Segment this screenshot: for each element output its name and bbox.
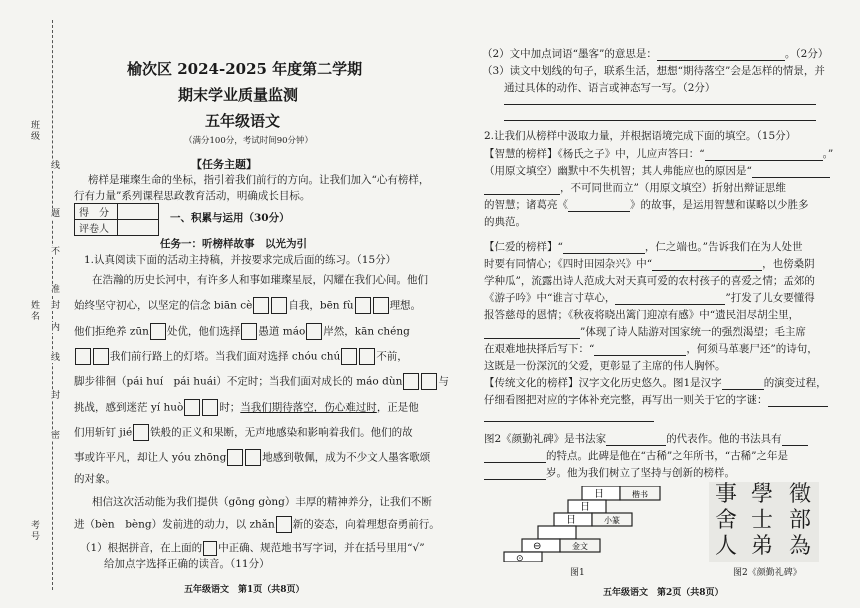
section-heading: 一、积累与运用（30分） bbox=[170, 212, 290, 224]
answer-blank[interactable] bbox=[652, 259, 762, 271]
answer-blank[interactable] bbox=[606, 434, 666, 446]
answer-box[interactable] bbox=[359, 348, 375, 365]
fill-text: 的智慧；诸葛亮《 bbox=[484, 199, 568, 211]
fill-text: 仔细看图把对应的字体补充完整，再写出一则关于它的字谜： bbox=[484, 394, 768, 406]
passage-line bbox=[74, 424, 413, 441]
fill-text: 【仁爱的榜样】“ bbox=[484, 241, 563, 253]
answer-box[interactable] bbox=[241, 323, 257, 340]
fill-line bbox=[484, 324, 806, 339]
fill-text: 【传统文化的榜样】汉字文化历史悠久。图1是汉字 bbox=[484, 377, 722, 389]
fill-text: 的特点。此碑是他在“古稀”之年所书，“古稀”之年是 bbox=[546, 450, 788, 462]
calligraphy-char: 舍 bbox=[714, 508, 737, 533]
question-3-cont: 通过具体的动作、语言或神态写一写。（2分） bbox=[504, 82, 716, 94]
passage-text: 时； bbox=[219, 401, 241, 414]
answer-box[interactable] bbox=[133, 424, 149, 441]
sub-question-1 bbox=[80, 540, 425, 556]
fill-text: 时要有同情心；《四时田园杂兴》中“ bbox=[484, 258, 653, 270]
fill-line: 学种瓜”，流露出诗人范成大对天真可爱的农村孩子的喜爱之情；孟郊的 bbox=[484, 275, 815, 287]
calligraphy-char: 學 bbox=[750, 482, 773, 507]
fill-text: 【智慧的榜样】《杨氏之子》中，儿应声答曰：“ bbox=[484, 148, 705, 160]
fill-line bbox=[484, 146, 833, 161]
passage-line bbox=[74, 297, 421, 314]
grader-label: 评卷人 bbox=[75, 220, 118, 236]
passage-line bbox=[74, 323, 410, 340]
passage-line bbox=[74, 516, 440, 533]
passage-text: ，正是他 bbox=[376, 401, 419, 414]
passage-text: 理想。 bbox=[389, 299, 422, 312]
passage-text: 他们拒绝养 zūn bbox=[74, 325, 149, 338]
intro-text: 行有力量”系列课程思政教育活动，明确成长目标。 bbox=[74, 190, 311, 202]
fill-line bbox=[484, 180, 786, 195]
passage-line bbox=[74, 348, 408, 365]
fill-line bbox=[484, 392, 828, 407]
answer-box[interactable] bbox=[150, 323, 166, 340]
fill-line bbox=[484, 465, 735, 480]
fill-text: 在艰难地抉择后写下：“ bbox=[484, 343, 595, 355]
fill-line: 的典范。 bbox=[484, 216, 526, 228]
binding-label: 封 bbox=[49, 300, 59, 311]
answer-blank[interactable] bbox=[484, 327, 580, 339]
page-footer: 五年级语文 第1页（共8页） bbox=[184, 585, 305, 595]
answer-blank[interactable] bbox=[657, 49, 785, 61]
answer-blank[interactable] bbox=[484, 451, 546, 463]
exam-subtitle: 期末学业质量监测 bbox=[178, 86, 299, 104]
student-field-class[interactable]: 班级 bbox=[29, 120, 39, 142]
answer-blank[interactable] bbox=[705, 149, 823, 161]
answer-blank[interactable] bbox=[563, 242, 645, 254]
passage-text: 自我，bēn fù bbox=[288, 299, 354, 312]
fill-line bbox=[484, 256, 815, 271]
fill-text: 。” bbox=[822, 148, 834, 160]
answer-line[interactable] bbox=[504, 104, 816, 105]
student-field-id[interactable]: 考号 bbox=[29, 520, 39, 542]
answer-box[interactable] bbox=[276, 516, 292, 533]
answer-blank[interactable] bbox=[615, 293, 725, 305]
fill-text: 的演变过程， bbox=[763, 377, 827, 389]
exam-title: 榆次区 2024-2025 年度第二学期 bbox=[127, 60, 363, 78]
passage-text: 始终坚守初心，以坚定的信念 biān cè bbox=[74, 299, 253, 312]
script-label-xiaozhuan: 小篆 bbox=[604, 516, 620, 525]
question-text: （1）根据拼音，在上面的 bbox=[80, 542, 203, 554]
fill-text: ，也傍桑阴 bbox=[762, 258, 815, 270]
exam-note: （满分100分，考试时间90分钟） bbox=[184, 136, 314, 146]
passage-line bbox=[74, 373, 449, 390]
passage-line: 在浩瀚的历史长河中，有许多人和事如璀璨星辰，闪耀在我们心间。他们 bbox=[92, 274, 428, 286]
fill-line bbox=[484, 341, 818, 356]
binding-label: 题 bbox=[49, 208, 59, 219]
passage-text: 脚步徘徊（pái huí pái huái）不定时；当我们面对成长的 máo dùn bbox=[74, 375, 403, 388]
passage-text: 岸然，kān chéng bbox=[323, 325, 410, 338]
passage-text: 处优，他们选择 bbox=[166, 325, 241, 338]
fill-text: 的代表作。他的书法具有 bbox=[666, 433, 782, 445]
answer-box[interactable] bbox=[202, 399, 218, 416]
passage-text: 铁般的正义和果断，无声地感染和影响着我们。他们的故 bbox=[150, 426, 413, 439]
passage-text: 进（bèn bèng）发前进的动力，以 zhǎn bbox=[74, 518, 275, 531]
fill-text: 图2《颜勤礼碑》是书法家 bbox=[484, 433, 607, 445]
binding-label: 密 bbox=[49, 430, 59, 441]
passage-line: 相信这次活动能为我们提供（gōng gòng）丰厚的精神养分，让我们不断 bbox=[92, 496, 432, 508]
passage-text: 们用斩钉 jié bbox=[74, 426, 133, 439]
answer-box[interactable] bbox=[93, 348, 109, 365]
binding-label: 准 bbox=[49, 284, 59, 295]
answer-box[interactable] bbox=[253, 297, 269, 314]
question-1: 1.认真阅读下面的活动主持稿，并按要求完成后面的练习。（15分） bbox=[84, 254, 397, 266]
binding-label: 内 bbox=[49, 322, 59, 333]
fill-text: ”打发了儿女要懂得 bbox=[725, 292, 815, 304]
script-label-kaishu: 楷书 bbox=[632, 490, 648, 499]
score-label: 得 分 bbox=[75, 204, 118, 220]
fill-text: 《游子吟》中“谁言寸草心， bbox=[484, 292, 616, 304]
calligraphy-char: 部 bbox=[788, 508, 811, 533]
passage-text: 地感到敬佩，成为不少文人墨客歌颂 bbox=[262, 451, 431, 464]
figure-2-calligraphy bbox=[709, 482, 819, 562]
fill-line bbox=[484, 448, 788, 463]
figure-1-script-evolution bbox=[494, 486, 704, 562]
fill-line bbox=[484, 239, 803, 254]
answer-box[interactable] bbox=[403, 373, 419, 390]
answer-blank[interactable] bbox=[594, 344, 686, 356]
sun-glyph: 日 bbox=[594, 489, 604, 500]
fill-text: ，仁之端也。”告诉我们在为人处世 bbox=[644, 241, 803, 253]
fill-line: 报答慈母的恩情；《秋夜将晓出篱门迎凉有感》中“遗民泪尽胡尘里， bbox=[484, 309, 800, 321]
intro-text: 榜样是璀璨生命的坐标，指引着我们前行的方向。让我们加入“心有榜样， bbox=[88, 174, 430, 186]
calligraphy-char: 人 bbox=[714, 534, 737, 559]
passage-text: 不前， bbox=[376, 350, 408, 363]
question-3: （3）读文中划线的句子，联系生活，想想“期待落空”会是怎样的情景，并 bbox=[482, 65, 825, 77]
passage-text: 事或许平凡，却让人 yóu zhōng bbox=[74, 451, 227, 464]
calligraphy-char: 士 bbox=[750, 508, 773, 533]
fill-line bbox=[484, 163, 830, 178]
answer-box[interactable] bbox=[306, 323, 322, 340]
answer-line[interactable] bbox=[504, 120, 816, 121]
sun-glyph: 日 bbox=[580, 502, 590, 513]
task-heading: 任务一：听榜样故事 以光为引 bbox=[160, 238, 307, 250]
sun-glyph: ⊖ bbox=[533, 541, 542, 552]
binding-label: 封 bbox=[49, 390, 59, 401]
fill-line bbox=[484, 375, 827, 390]
calligraphy-char: 徵 bbox=[788, 482, 811, 507]
figure-2-caption: 图2《颜勤礼碑》 bbox=[733, 568, 802, 578]
answer-blank[interactable] bbox=[568, 200, 630, 212]
answer-box[interactable] bbox=[245, 449, 261, 466]
fill-line bbox=[484, 197, 809, 212]
page-footer: 五年级语文 第2页（共8页） bbox=[603, 588, 724, 598]
answer-box[interactable] bbox=[184, 399, 200, 416]
fill-line bbox=[484, 431, 808, 446]
answer-box[interactable] bbox=[355, 297, 371, 314]
score-table bbox=[74, 203, 159, 236]
question-4: 2.让我们从榜样中汲取力量，并根据语境完成下面的填空。（15分） bbox=[484, 130, 797, 142]
answer-blank[interactable] bbox=[484, 183, 560, 195]
answer-box[interactable] bbox=[421, 373, 437, 390]
passage-text: 愚道 máo bbox=[258, 325, 306, 338]
answer-box[interactable] bbox=[373, 297, 389, 314]
fill-text: 岁。他为我们树立了坚持与创新的榜样。 bbox=[546, 467, 735, 479]
student-field-name[interactable]: 姓名 bbox=[29, 300, 39, 322]
question-text: 。（2分） bbox=[784, 48, 829, 60]
passage-text: 与 bbox=[438, 375, 449, 388]
task-theme-heading: 【任务主题】 bbox=[191, 158, 257, 171]
box-symbol bbox=[203, 541, 217, 556]
fill-text: ，不可同世而立”（用原文填空）折射出辩证思维 bbox=[560, 182, 786, 194]
script-label-jinwen: 金文 bbox=[572, 542, 588, 551]
fill-line bbox=[484, 290, 815, 305]
calligraphy-column bbox=[711, 482, 741, 560]
passage-text: 新的姿态，向着理想奋勇前行。 bbox=[292, 518, 440, 531]
question-text: 中正确、规范地书写字词，并在括号里用“√” bbox=[218, 542, 425, 554]
passage-text: 我们前行路上的灯塔。当我们面对选择 chóu chú bbox=[110, 350, 341, 363]
figure-1-caption: 图1 bbox=[570, 568, 585, 578]
binding-label: 线 bbox=[49, 160, 59, 171]
answer-blank[interactable] bbox=[752, 166, 830, 178]
calligraphy-column bbox=[745, 482, 779, 560]
question-2 bbox=[482, 46, 828, 61]
calligraphy-char: 事 bbox=[714, 482, 737, 507]
passage-line bbox=[74, 449, 430, 466]
answer-blank[interactable] bbox=[484, 468, 546, 480]
fill-text: （用原文填空）幽默中不失机智；其人弗能应也的原因是“ bbox=[484, 165, 752, 177]
subject-title: 五年级语文 bbox=[205, 112, 281, 130]
answer-blank[interactable] bbox=[782, 434, 808, 446]
calligraphy-char: 為 bbox=[788, 534, 811, 559]
sub-question-1-cont: 给加点字选择正确的读音。（11分） bbox=[104, 558, 270, 570]
answer-line[interactable] bbox=[484, 409, 654, 422]
answer-box[interactable] bbox=[75, 348, 91, 365]
fill-text: 》的故事，是运用智慧和谋略以少胜多 bbox=[630, 199, 809, 211]
fill-line: 这既是一份深沉的父爱，更彰显了主席的伟人胸怀。 bbox=[484, 360, 726, 372]
score-cell[interactable] bbox=[118, 204, 159, 220]
sun-glyph: 日 bbox=[566, 515, 576, 526]
calligraphy-char: 弟 bbox=[750, 534, 773, 559]
answer-box[interactable] bbox=[271, 297, 287, 314]
passage-line bbox=[74, 399, 419, 416]
answer-box[interactable] bbox=[227, 449, 243, 466]
fill-text: ”体现了诗人陆游对国家统一的强烈渴望；毛主席 bbox=[580, 326, 806, 338]
answer-blank[interactable] bbox=[722, 378, 764, 390]
grader-cell[interactable] bbox=[118, 220, 159, 236]
question-text: （2）文中加点词语“墨客”的意思是： bbox=[482, 48, 657, 60]
calligraphy-column bbox=[783, 482, 817, 560]
binding-label: 线 bbox=[49, 352, 59, 363]
binding-label: 不 bbox=[49, 246, 59, 257]
fill-text: ，何须马革裹尸还”的诗句， bbox=[686, 343, 818, 355]
answer-blank[interactable] bbox=[768, 395, 828, 407]
sun-glyph: ⊙ bbox=[516, 554, 524, 562]
passage-text: 挑战，感到迷茫 yí huò bbox=[74, 401, 184, 414]
answer-box[interactable] bbox=[341, 348, 357, 365]
underlined-sentence: 当我们期待落空，伤心难过时 bbox=[240, 401, 377, 414]
passage-line: 的对象。 bbox=[74, 473, 116, 485]
